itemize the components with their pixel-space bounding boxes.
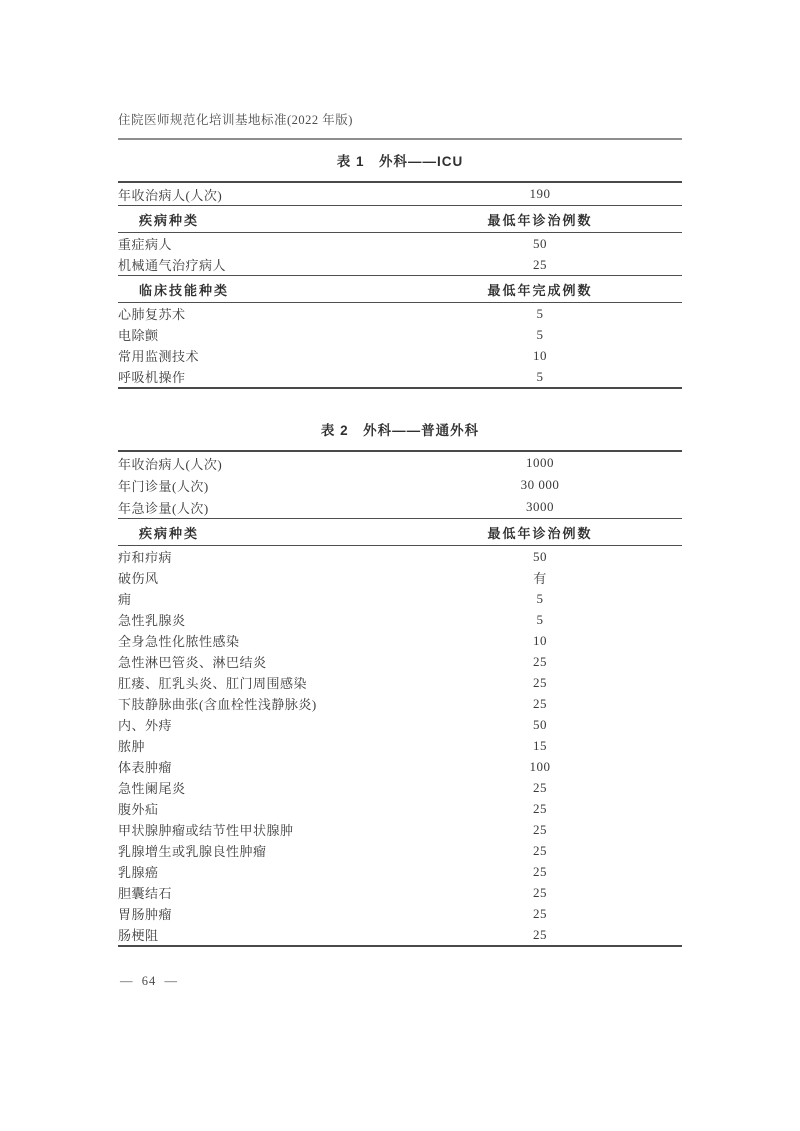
row-value: 5 bbox=[536, 611, 544, 627]
row-label: 体表肿瘤 bbox=[118, 760, 173, 775]
row-label: 急性乳腺炎 bbox=[118, 613, 186, 628]
row-value: 25 bbox=[533, 863, 547, 879]
table-row bbox=[118, 254, 682, 275]
row-label: 年收治病人(人次) bbox=[118, 187, 223, 203]
table-row bbox=[118, 303, 682, 324]
row-label: 重症病人 bbox=[118, 237, 173, 252]
row-label: 急性阑尾炎 bbox=[118, 781, 186, 796]
row-value: 25 bbox=[533, 674, 547, 690]
row-label: 年门诊量(人次) bbox=[118, 478, 209, 494]
row-value: 最低年诊治例数 bbox=[487, 212, 593, 228]
row-value: 25 bbox=[533, 800, 547, 816]
table-1 bbox=[118, 181, 682, 389]
row-label: 呼吸机操作 bbox=[118, 370, 186, 385]
row-value: 最低年完成例数 bbox=[487, 282, 593, 298]
table-row bbox=[118, 496, 682, 518]
table-row bbox=[118, 672, 682, 693]
table-row bbox=[118, 452, 682, 474]
table-row bbox=[118, 861, 682, 882]
row-value: 50 bbox=[533, 235, 547, 251]
table-row bbox=[118, 366, 682, 387]
table-row bbox=[118, 609, 682, 630]
row-value: 5 bbox=[536, 326, 544, 342]
table-row bbox=[118, 183, 682, 205]
table-2-block bbox=[118, 423, 682, 947]
table-row bbox=[118, 630, 682, 651]
row-label: 胆囊结石 bbox=[118, 886, 173, 901]
row-label: 疾病种类 bbox=[139, 525, 200, 541]
row-value: 10 bbox=[533, 347, 547, 363]
table-2-title: 表 2 外科——普通外科 bbox=[320, 423, 480, 438]
row-value: 50 bbox=[533, 716, 547, 732]
table-row bbox=[118, 275, 682, 303]
header-rule bbox=[118, 138, 682, 140]
row-value: 5 bbox=[536, 305, 544, 321]
page-content bbox=[118, 112, 682, 947]
row-value: 15 bbox=[533, 737, 547, 753]
table-row bbox=[118, 233, 682, 254]
row-label: 破伤风 bbox=[118, 571, 159, 586]
row-label: 年收治病人(人次) bbox=[118, 456, 223, 472]
table-row bbox=[118, 798, 682, 819]
row-value: 25 bbox=[533, 653, 547, 669]
row-value: 100 bbox=[529, 758, 551, 774]
row-label: 疖和疖病 bbox=[118, 550, 173, 565]
row-value: 25 bbox=[533, 842, 547, 858]
row-value: 25 bbox=[533, 256, 547, 272]
table-row bbox=[118, 546, 682, 567]
row-label: 下肢静脉曲张(含血栓性浅静脉炎) bbox=[118, 697, 317, 712]
table-2 bbox=[118, 450, 682, 947]
table-row bbox=[118, 756, 682, 777]
row-value: 25 bbox=[533, 926, 547, 942]
table-row bbox=[118, 651, 682, 672]
row-label: 电除颤 bbox=[118, 328, 159, 343]
row-value: 最低年诊治例数 bbox=[487, 525, 593, 541]
row-label: 疾病种类 bbox=[139, 212, 200, 228]
table-row bbox=[118, 345, 682, 366]
row-label: 机械通气治疗病人 bbox=[118, 258, 227, 273]
row-value: 50 bbox=[533, 548, 547, 564]
row-label: 急性淋巴管炎、淋巴结炎 bbox=[118, 655, 267, 670]
table-row bbox=[118, 518, 682, 546]
row-value: 有 bbox=[533, 571, 547, 586]
table-row bbox=[118, 840, 682, 861]
row-value: 25 bbox=[533, 884, 547, 900]
page-header bbox=[118, 112, 682, 140]
row-label: 常用监测技术 bbox=[118, 349, 200, 364]
row-label: 年急诊量(人次) bbox=[118, 500, 209, 516]
row-value: 25 bbox=[533, 905, 547, 921]
row-label: 内、外痔 bbox=[118, 718, 173, 733]
row-value: 3000 bbox=[526, 499, 554, 514]
table-row bbox=[118, 924, 682, 945]
row-label: 脓肿 bbox=[118, 739, 146, 754]
row-label: 心肺复苏术 bbox=[118, 307, 186, 322]
row-label: 肛瘘、肛乳头炎、肛门周围感染 bbox=[118, 676, 308, 691]
table-row bbox=[118, 819, 682, 840]
table-row bbox=[118, 474, 682, 496]
table-row bbox=[118, 777, 682, 798]
row-value: 10 bbox=[533, 632, 547, 648]
table-row bbox=[118, 903, 682, 924]
row-value: 30 000 bbox=[520, 477, 560, 492]
row-value: 25 bbox=[533, 695, 547, 711]
page-header-title: 住院医师规范化培训基地标准(2022 年版) bbox=[118, 113, 353, 127]
table-row bbox=[118, 567, 682, 588]
row-value: 25 bbox=[533, 779, 547, 795]
row-value: 25 bbox=[533, 821, 547, 837]
row-value: 190 bbox=[529, 186, 551, 201]
row-label: 腹外疝 bbox=[118, 802, 159, 817]
table-row bbox=[118, 324, 682, 345]
row-label: 甲状腺肿瘤或结节性甲状腺肿 bbox=[118, 823, 294, 838]
row-label: 全身急性化脓性感染 bbox=[118, 634, 240, 649]
table-row bbox=[118, 735, 682, 756]
table-row bbox=[118, 205, 682, 233]
row-value: 5 bbox=[536, 368, 544, 384]
table-1-block bbox=[118, 154, 682, 389]
table-1-title: 表 1 外科——ICU bbox=[336, 154, 464, 169]
row-label: 乳腺增生或乳腺良性肿瘤 bbox=[118, 844, 267, 859]
table-row bbox=[118, 714, 682, 735]
row-label: 胃肠肿瘤 bbox=[118, 907, 173, 922]
table-row bbox=[118, 693, 682, 714]
row-value: 5 bbox=[536, 590, 544, 606]
row-label: 痈 bbox=[118, 592, 132, 607]
row-label: 临床技能种类 bbox=[139, 282, 230, 298]
table-row bbox=[118, 588, 682, 609]
table-row bbox=[118, 882, 682, 903]
row-label: 乳腺癌 bbox=[118, 865, 159, 880]
page-number: — 64 — bbox=[120, 974, 178, 988]
row-value: 1000 bbox=[526, 455, 554, 470]
row-label: 肠梗阻 bbox=[118, 928, 159, 943]
